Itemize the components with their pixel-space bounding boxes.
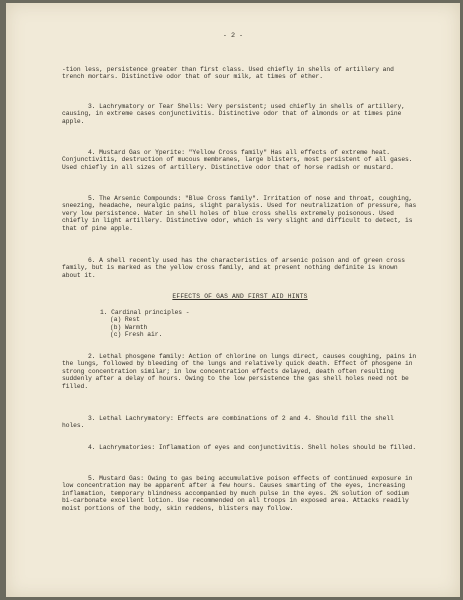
paragraph-mustard-first-aid: 5. Mustard Gas: Owing to gas being accumulative poison effects of continued exposure in low concentration may be apparent after a few hours. Causes smarting of the eyes, increasing inflamation, temporary blindness accompanied by much pulse in the eyes. 2% solution of sodium bi-carbonate excellent lotion. Use recommended on all troops in exposed area. Attacks readily moist portions of the body, skin reddens, blisters may follow. — [62, 475, 413, 512]
section-heading: EFFECTS OF GAS AND FIRST AID HINTS — [172, 293, 308, 300]
document-page — [6, 3, 460, 597]
paragraph-lethal-lachrymatory: 3. Lethal Lachrymatory: Effects are combinations of 2 and 4. Should fill the shell holes. — [62, 415, 394, 430]
paragraph-phosgene: 2. Lethal phosgene family: Action of chlorine on lungs direct, causes coughing, pains in the lungs, followed by bleeding of the lungs and relatively quick death. Effect of phosgene in strong concentration similar; in low concentration effects delayed, death often resulting suddenly after a delay of hours. Owing to the low persistence the gas shell holes need not be filled. — [62, 353, 417, 390]
paragraph-mustard-gas: 4. Mustard Gas or Yperite: "Yellow Cross family" Has all effects of extreme heat. Conjunctivitis, destruction of mucous membranes, large blisters, most persistent of all gases. Used chiefly in all sizes of artillery. Distinctive odor that of horse radish or mustard. — [62, 149, 413, 171]
paragraph-arsenic: 5. The Arsenic Compounds: "Blue Cross family". Irritation of nose and throat, coughing, sneezing, headache, neuralgic pains, slight paralysis. Used for neutralization of pressure, has very low persistence. Water in shell holes of blue cross shells extremely poisonous. Used chiefly in light artillery. Distinctive odor, which is very slight and difficult to detect, is that of pine apple. — [62, 195, 417, 232]
principle-item: (a) Rest — [110, 316, 140, 324]
cardinal-principles-lead: 1. Cardinal principles - — [100, 309, 190, 316]
page-number: - 2 - — [222, 32, 244, 40]
principle-item: (c) Fresh air. — [110, 331, 163, 339]
paragraph-continuation: -tion less, persistence greater than first class. Used chiefly in shells of artillery and trench mortars. Distinctive odor that of sour milk, at times of ether. — [62, 66, 394, 81]
cardinal-principles — [100, 309, 400, 339]
principle-item: (b) Warmth — [110, 323, 148, 331]
paragraph-lachrymatories: 4. Lachrymatories: Inflamation of eyes and conjunctivitis. Shell holes should be filled. — [88, 444, 417, 451]
paragraph-lachrymatory: 3. Lachrymatory or Tear Shells: Very persistent; used chiefly in shells of artillery, causing, in extreme cases conjunctivitis. Distinctive odor that of almonds or at times pine apple. — [62, 103, 405, 125]
paragraph-new-shell: 6. A shell recently used has the characteristics of arsenic poison and of green cross family, but is marked as the yellow cross family, and at present nothing definite is known about it. — [62, 257, 405, 279]
